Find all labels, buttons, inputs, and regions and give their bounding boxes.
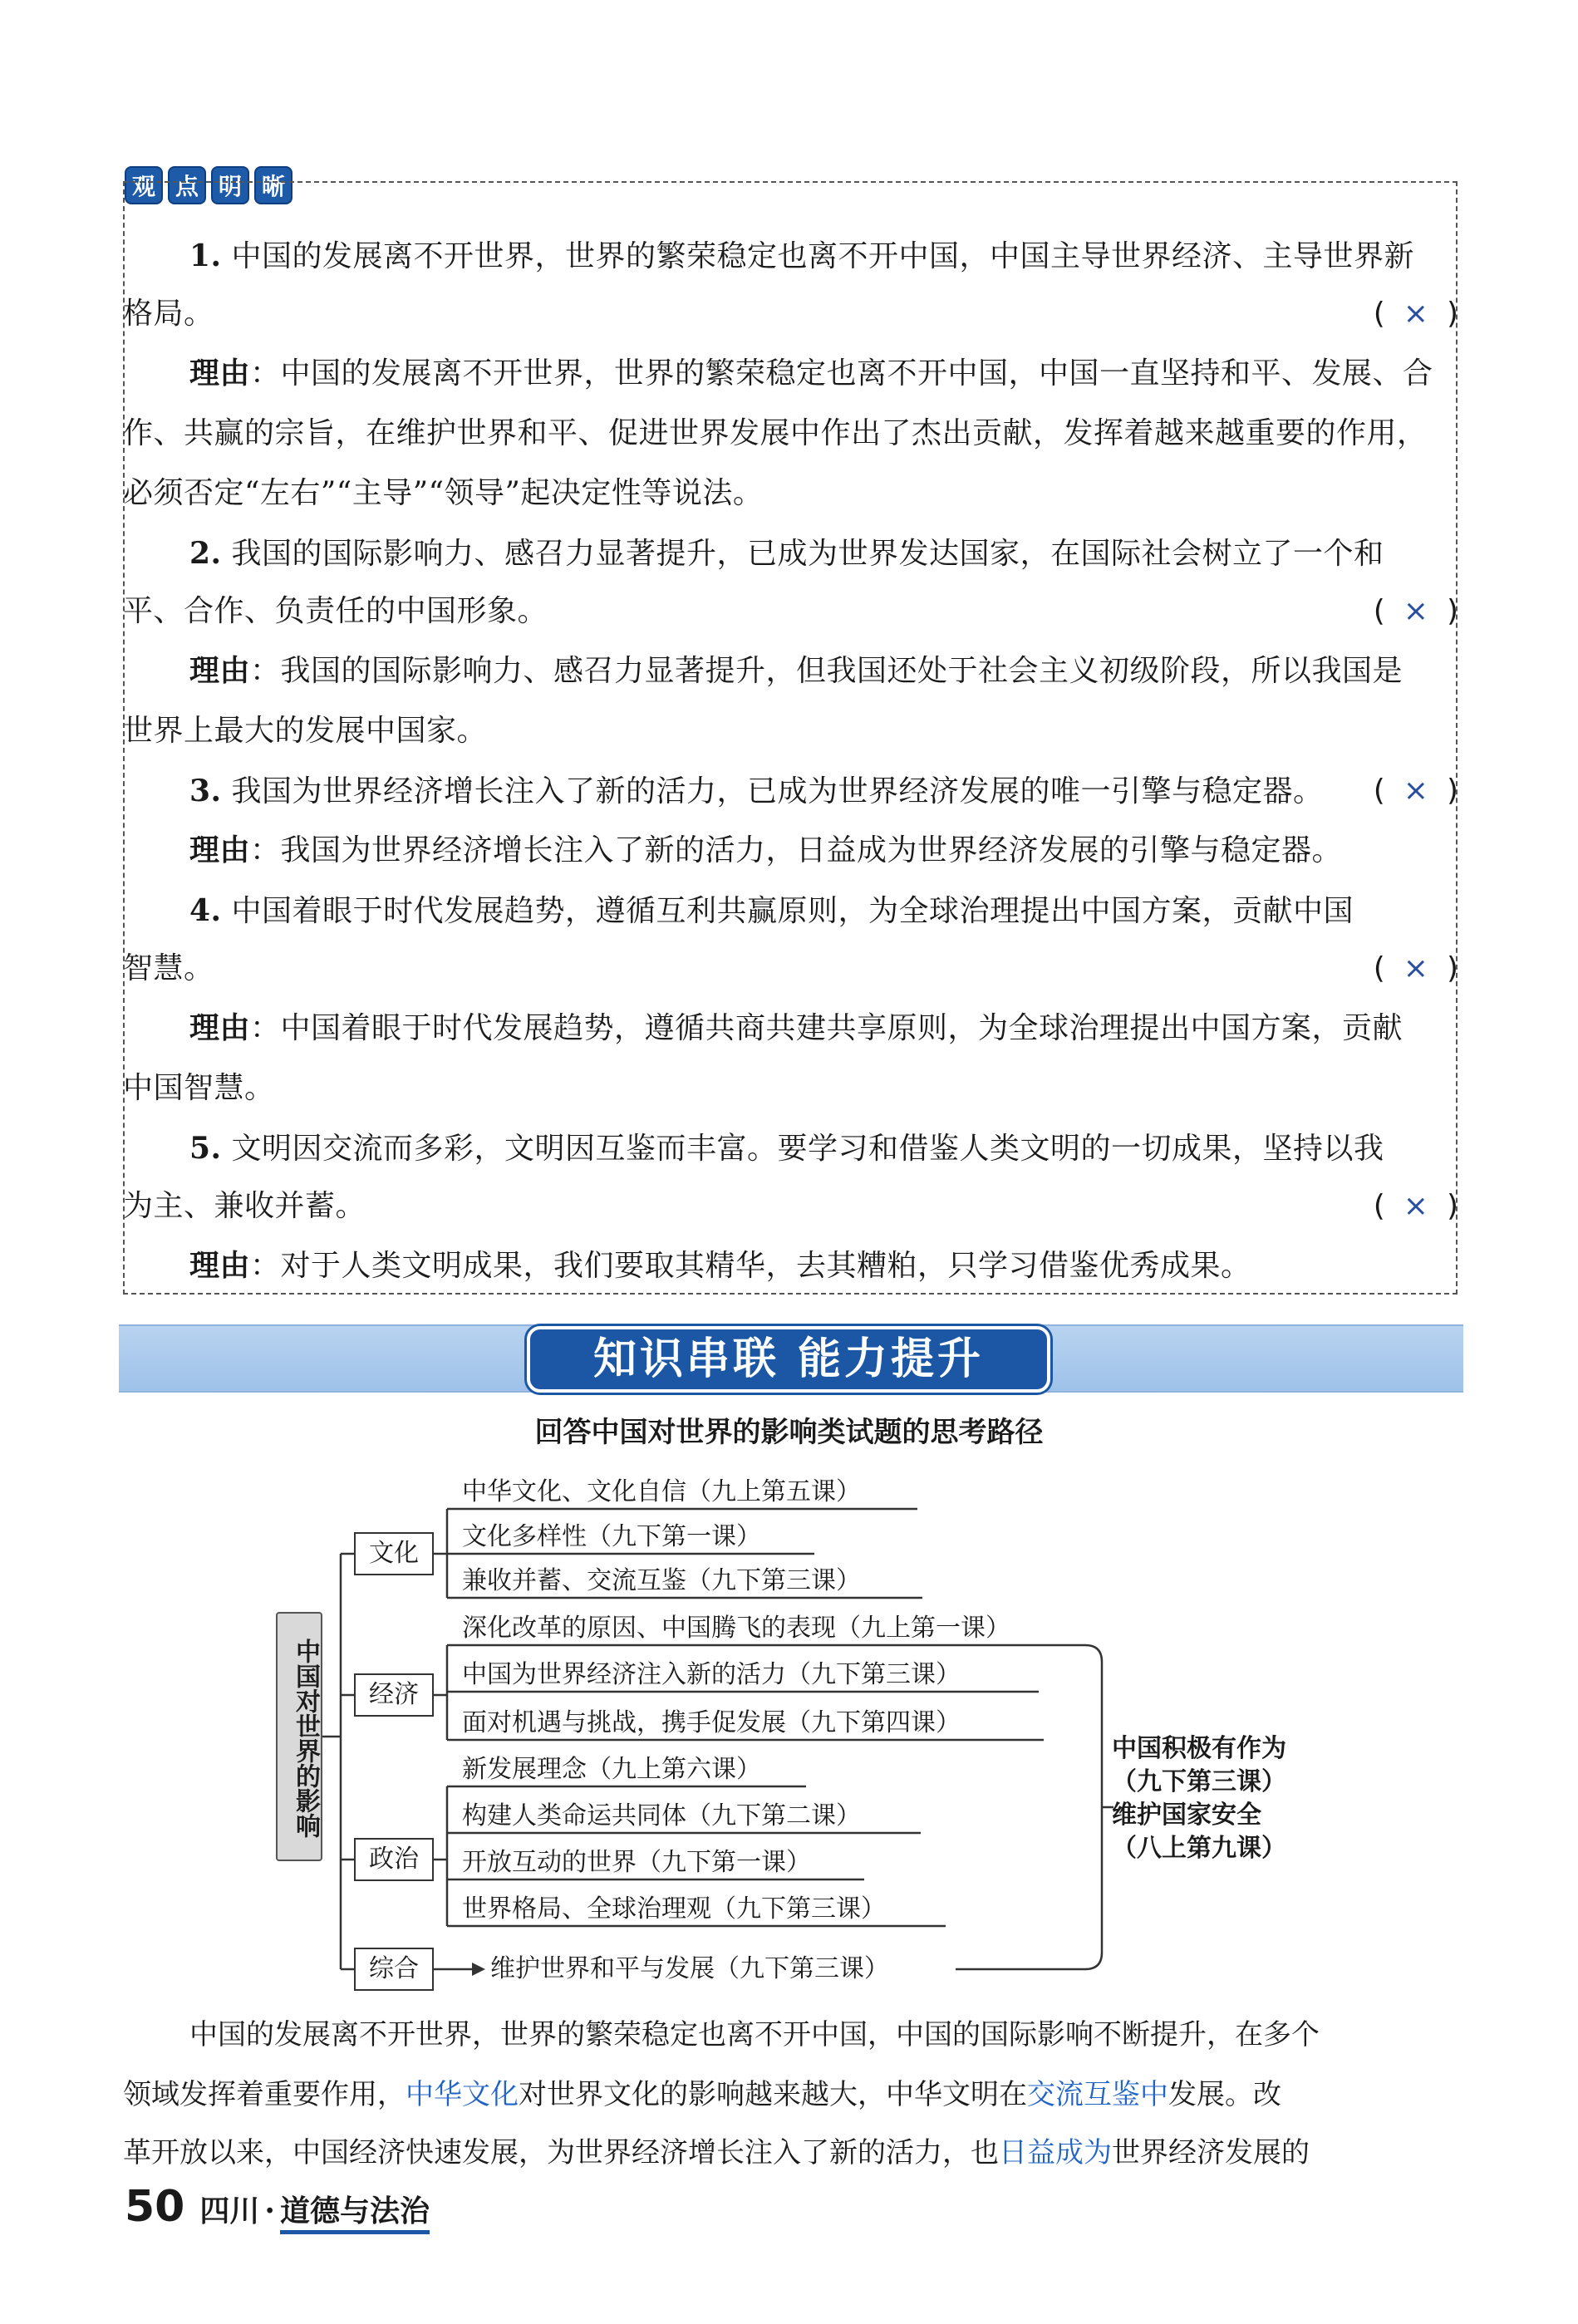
section-tag-char: 点	[168, 166, 206, 204]
summary-paragraph-line: 领域发挥着重要作用，中华文化对世界文化的影响越来越大，中华文明在交流互鉴中发展。改	[123, 2078, 1281, 2111]
mindmap-item: 新发展理念（九上第六课）	[462, 1755, 761, 1784]
mindmap-title: 回答中国对世界的影响类试题的思考路径	[534, 1416, 1044, 1449]
item-4-reason-line: 理由：中国着眼于时代发展趋势，遵循共商共建共享原则，为全球治理提出中国方案，贡献	[189, 1011, 1403, 1045]
side-note-line: 中国积极有作为	[1112, 1734, 1286, 1763]
cross-icon: ×	[1403, 297, 1428, 331]
item-4-statement-line: 4. 中国着眼于时代发展趋势，遵循互利共赢原则，为全球治理提出中国方案，贡献中国	[189, 893, 1354, 928]
item-5-statement-line: 5. 文明因交流而多彩，文明因互鉴而丰富。要学习和借鉴人类文明的一切成果，坚持以我	[189, 1131, 1384, 1166]
item-4-reason-line: 中国智慧。	[123, 1071, 275, 1105]
category-economy: 经济	[354, 1673, 434, 1717]
item-5-statement-line: 为主、兼收并蓄。	[123, 1189, 366, 1223]
item-2-statement-line: 2. 我国的国际影响力、感召力显著提升，已成为世界发达国家，在国际社会树立了一个和	[189, 536, 1384, 571]
summary-paragraph-line: 革开放以来，中国经济快速发展，为世界经济增长注入了新的活力，也日益成为世界经济发展的	[123, 2136, 1310, 2169]
item-2-statement-line: 平、合作、负责任的中国形象。	[123, 594, 548, 628]
item-3-mark: ( × )	[1373, 774, 1458, 808]
item-1-reason-line: 理由：中国的发展离不开世界，世界的繁荣稳定也离不开中国，中国一直坚持和平、发展、合	[189, 356, 1433, 391]
mindmap-item: 维护世界和平与发展（九下第三课）	[490, 1954, 889, 1983]
mindmap-item: 构建人类命运共同体（九下第二课）	[462, 1801, 861, 1830]
section-tag-char: 明	[211, 166, 249, 204]
item-2-reason-line: 理由：我国的国际影响力、感召力显著提升，但我国还处于社会主义初级阶段，所以我国是	[189, 654, 1403, 688]
item-3-statement-line: 3. 我国为世界经济增长注入了新的活力，已成为世界经济发展的唯一引擎与稳定器。	[189, 774, 1324, 808]
item-1-reason-line: 作、共赢的宗旨，在维护世界和平、促进世界发展中作出了杰出贡献，发挥着越来越重要的作用，	[123, 416, 1428, 450]
mindmap-item: 开放互动的世界（九下第一课）	[462, 1848, 811, 1877]
cross-icon: ×	[1403, 951, 1428, 985]
mindmap-item: 中华文化、文化自信（九上第五课）	[462, 1477, 861, 1506]
mindmap-item: 深化改革的原因、中国腾飞的表现（九上第一课）	[462, 1614, 1010, 1643]
item-5-mark: ( × )	[1373, 1189, 1458, 1223]
section-tag-char: 晰	[254, 166, 292, 204]
page-footer	[125, 2182, 430, 2232]
side-note-line: （八上第九课）	[1112, 1834, 1286, 1863]
item-4-mark: ( × )	[1373, 951, 1458, 985]
category-politics: 政治	[354, 1838, 434, 1881]
cross-icon: ×	[1403, 774, 1428, 808]
category-culture: 文化	[354, 1532, 434, 1575]
mindmap-item: 中国为世界经济注入新的活力（九下第三课）	[462, 1660, 961, 1689]
cross-icon: ×	[1403, 1189, 1428, 1223]
side-note-line: （九下第三课）	[1112, 1767, 1286, 1796]
item-4-statement-line: 智慧。	[123, 951, 214, 985]
mindmap-item: 世界格局、全球治理观（九下第三课）	[462, 1894, 886, 1924]
item-2-mark: ( × )	[1373, 594, 1458, 628]
mindmap-root: 中国对世界的影响	[276, 1612, 322, 1861]
item-1-statement-line: 格局。	[123, 297, 214, 331]
item-5-reason-line: 理由：对于人类文明成果，我们要取其精华，去其糟粕，只学习借鉴优秀成果。	[189, 1249, 1251, 1283]
item-3-reason-line: 理由：我国为世界经济增长注入了新的活力，日益成为世界经济发展的引擎与稳定器。	[189, 833, 1343, 867]
item-1-mark: ( × )	[1373, 297, 1458, 331]
footer-separator: ·	[264, 2194, 275, 2228]
summary-paragraph-line: 中国的发展离不开世界，世界的繁荣稳定也离不开中国，中国的国际影响不断提升，在多个	[189, 2018, 1320, 2051]
mindmap-item: 文化多样性（九下第一课）	[462, 1522, 761, 1551]
item-1-reason-line: 必须否定“左右”“主导”“领导”起决定性等说法。	[123, 476, 764, 510]
mindmap-item: 面对机遇与挑战，携手促发展（九下第四课）	[462, 1708, 961, 1737]
mindmap-item: 兼收并蓄、交流互鉴（九下第三课）	[462, 1566, 861, 1595]
highlight-text: 日益成为	[999, 2136, 1112, 2169]
page-number: 50	[125, 2182, 185, 2232]
cross-icon: ×	[1403, 594, 1428, 628]
banner-title: 知识串联 能力提升	[527, 1326, 1050, 1393]
item-1-statement-line: 1. 中国的发展离不开世界，世界的繁荣稳定也离不开中国，中国主导世界经济、主导世界新	[189, 238, 1415, 273]
section-tag-char: 观	[125, 166, 163, 204]
mindmap-side-note	[1112, 1732, 1328, 1865]
category-synthesis: 综合	[354, 1948, 434, 1991]
side-note-line: 维护国家安全	[1112, 1801, 1261, 1830]
footer-subject: 道德与法治	[280, 2188, 430, 2234]
highlight-text: 交流互鉴中	[1027, 2078, 1168, 2111]
footer-region: 四川	[199, 2194, 260, 2228]
highlight-text: 中华文化	[406, 2078, 519, 2111]
item-2-reason-line: 世界上最大的发展中国家。	[123, 714, 488, 748]
